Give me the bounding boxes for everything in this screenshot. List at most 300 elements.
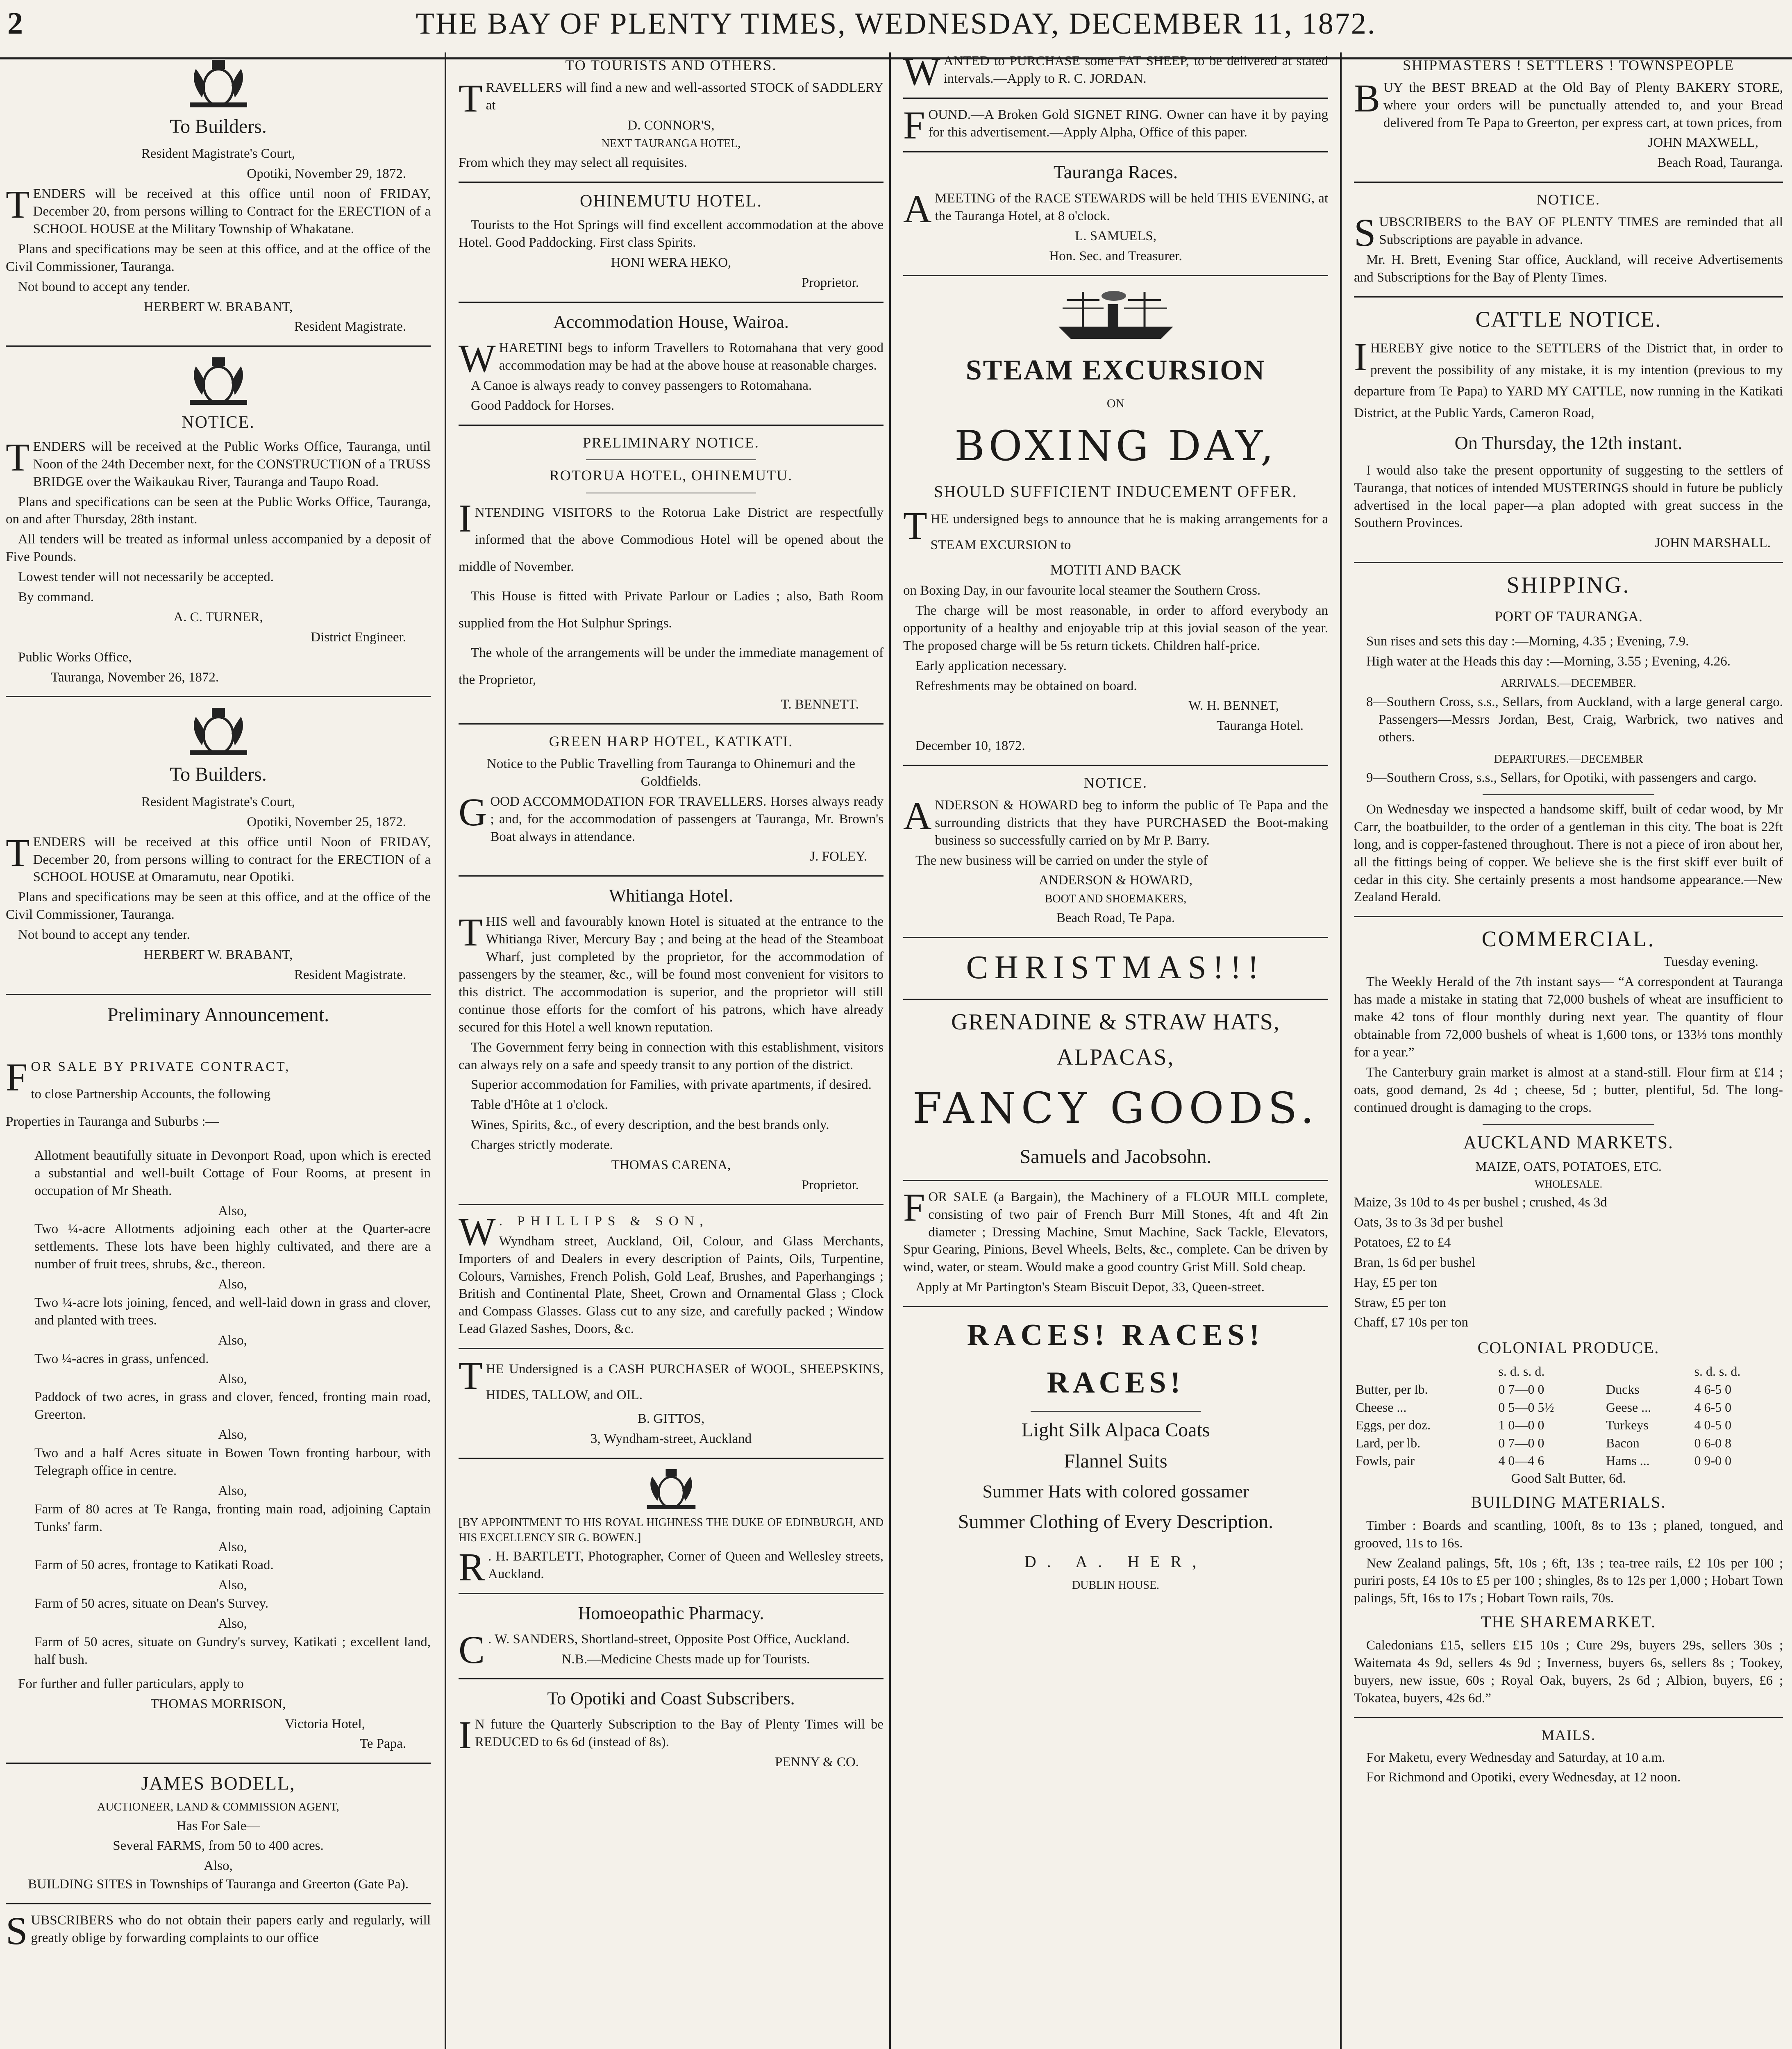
ad-body: Apply at Mr Partington's Steam Biscuit Depot, 33, Queen-street. [915,1280,1265,1295]
drop-cap: S [6,1909,28,1953]
section-subtitle: MAIZE, OATS, POTATOES, ETC. [1475,1159,1662,1174]
ad-body: ENDERS will be received at this office until noon of FRIDAY, December 20, from persons willing to Contract for the ERECTION of a SCHOOL HOUSE at the Military Township of Whakatane. [33,186,431,236]
ad-title: OHINEMUTU HOTEL. [580,191,762,211]
ad-footer: Public Works Office, [18,650,132,665]
ad-body: The charge will be most reasonable, in order to afford everybody an opportunity of a healthy and enjoyable trip at this jovial season of the year. The proposed charge will be 5s return tickets. Children half-price. [903,603,1328,653]
drop-cap: R [459,1545,485,1589]
ad-body: The Government ferry being in connection with this establishment, visitors can always rely on a safe and speedy transit to any portion of the district. [459,1040,884,1072]
column-2 [453,52,889,2049]
section-body: New Zealand palings, 5ft, 10s ; 6ft, 13s ; tea-tree rails, £2 10s per 100 ; puriri posts, £4 10s to £5 per 100 ; shingles, 8s to 12s per 1,000 ; Hobart Town palings, 5ft, 16s to 17s ; Hobart Town rails, 70s. [1354,1556,1783,1606]
ad-body: Charges strictly moderate. [471,1138,613,1153]
section-title: COLONIAL PRODUCE. [1477,1338,1660,1357]
ad-title: Whitianga Hotel. [609,886,733,906]
ad-subtitle: SHOULD SUFFICIENT INDUCEMENT OFFER. [934,482,1297,501]
market-line: Bran, 1s 6d per bushel [1354,1255,1476,1270]
divider [1354,916,1783,917]
ad-subtitle: ROTORUA HOTEL, OHINEMUTU. [549,467,793,484]
section-body: Good Salt Butter, 6d. [1511,1471,1626,1486]
ad-body: Notice to the Public Travelling from Tauranga to Ohinemuri and the Goldfields. [487,756,855,789]
divider [6,994,431,995]
also-label: Also, [218,1427,247,1442]
divider [459,723,884,725]
ad-body: on Boxing Day, in our favourite local steamer the Southern Cross. [903,583,1261,598]
divider [1354,1717,1783,1718]
section-label: Tuesday evening. [1663,954,1758,970]
ad-body: Wines, Spirits, &c., of every description, and the best brands only. [471,1118,829,1133]
divider [6,345,431,347]
ad-body: OR SALE (a Bargain), the Machinery of a FLOUR MILL complete, consisting of two pair of French Burr Mill Stones, 4ft and 4ft 2in diameter ; Dressing Machine, Smut Machine, Sack Tackle, Elevators, Spur Gearing, Pinions, Bevel Wheels, Belts, &c., complete. Can be driven by wind, water, or steam. Would make a good country Grist Mill. Sold cheap. [903,1189,1328,1275]
ad-line: D. CONNOR'S, [627,118,715,133]
ad-signature: THOMAS MORRISON, [150,1696,286,1711]
ad-body: ENDERS will be received at this office until Noon of FRIDAY, December 20, from persons willing to contract for the ERECTION of a SCHOOL HOUSE at Omaramutu, near Opotiki. [33,834,431,885]
royal-crest-icon [173,57,263,110]
ad-steam-excursion [903,284,1328,755]
list-item: Two and a half Acres situate in Bowen Town fronting harbour, with Telegraph office in centre. [34,1446,431,1478]
ad-signature: Samuels and Jacobsohn. [1020,1146,1212,1168]
ad-date: December 10, 1872. [915,738,1025,754]
ad-title: GREEN HARP HOTEL, KATIKATI. [549,733,793,750]
ad-signature: T. BENNETT. [781,697,859,712]
ad-signature: PENNY & CO. [774,1754,859,1770]
ad-signature: Victoria Hotel, [285,1716,365,1731]
ad-line: Has For Sale— [176,1818,260,1833]
also-label: Also, [218,1483,247,1498]
ad-to-builders-whakatane [6,57,431,336]
drop-cap: F [903,1185,925,1229]
ad-bartlett-photographer [459,1466,884,1589]
section-body: Timber : Boards and scantling, 100ft, 8s to 13s ; planed, tongued, and grooved, 11s to 16s. [1354,1518,1783,1551]
ad-body: UBSCRIBERS to the BAY OF PLENTY TIMES are reminded that all Subscriptions are payable in advance. [1379,215,1783,247]
ad-title: TO TOURISTS AND OTHERS. [565,57,777,73]
divider [903,151,1328,152]
ad-line: Opotiki, November 29, 1872. [247,166,406,182]
ad-body: UY the BEST BREAD at the Old Bay of Plenty BAKERY STORE, where your orders will be punctually attended to, and your Bread delivered from Te Papa to Greerton, per express cart, at town prices, from [1383,80,1783,130]
section-building-materials [1354,1492,1783,1607]
divider [6,1763,431,1764]
ad-line: [BY APPOINTMENT TO HIS ROYAL HIGHNESS THE DUKE OF EDINBURGH, AND HIS EXCELLENCY SIR G. BOWEN.] [459,1516,884,1544]
divider [459,1678,884,1679]
divider [459,875,884,877]
newspaper-title: THE BAY OF PLENTY TIMES, WEDNESDAY, DECEMBER 11, 1872. [416,7,1376,41]
drop-cap: T [6,182,30,227]
ad-title: PRELIMINARY NOTICE. [583,434,759,451]
ad-notice-truss-bridge [6,354,431,686]
ad-body: HE Undersigned is a CASH PURCHASER of WOOL, SHEEPSKINS, HIDES, TALLOW, and OIL. [486,1362,884,1402]
ad-line: Resident Magistrate's Court, [141,146,295,161]
ad-flour-mill-machinery [903,1185,1328,1296]
list-item: Allotment beautifully situate in Devonport Road, upon which is erected a substantial and well-built Cottage of Four Rooms, at present in occupation of Mr Sheath. [34,1148,431,1198]
ad-signature: Beach Road, Tauranga. [1657,155,1783,170]
ad-body: Not bound to accept any tender. [18,279,190,294]
ad-body: By command. [18,590,94,605]
drop-cap: F [6,1055,28,1099]
ad-body: All tenders will be treated as informal unless accompanied by a deposit of Five Pounds. [6,532,431,565]
ad-title: STEAM EXCURSION [965,354,1266,386]
ad-date: On Thursday, the 12th instant. [1454,432,1683,453]
divider [903,999,1328,1000]
market-line: Potatoes, £2 to £4 [1354,1235,1451,1250]
ad-line: BUILDING SITES in Townships of Tauranga and Greerton (Gate Pa). [28,1877,409,1892]
ad-signature: JOHN MAXWELL, [1648,135,1758,150]
ad-body: HARETINI begs to inform Travellers to Rotomahana that very good accommodation may be had at the above house at reasonable charges. [499,341,884,373]
drop-cap: W [459,336,496,381]
divider [903,275,1328,276]
ad-preliminary-announcement [6,1002,431,1753]
ad-signature: Proprietor. [801,275,859,291]
ad-title: NOTICE. [1084,775,1147,791]
ad-body: Good Paddock for Horses. [471,398,615,413]
ad-gittos-cash-purchaser [459,1356,884,1448]
divider [459,1204,884,1205]
market-line: Straw, £5 per ton [1354,1295,1447,1310]
ad-title: JAMES BODELL, [141,1773,295,1794]
market-line: Chaff, £7 10s per ton [1354,1315,1468,1330]
ad-anderson-howard [903,773,1328,927]
royal-crest-icon [630,1466,712,1511]
ad-heading: OR SALE BY PRIVATE CONTRACT, [31,1059,291,1074]
column-4 [1348,52,1789,2049]
column-3 [897,52,1334,2049]
ad-body: OUND.—A Broken Gold SIGNET RING. Owner can have it by paying for this advertisement.—Apply Alpha, Office of this paper. [928,107,1328,140]
ad-signature: D. A. HER, [1024,1552,1207,1571]
ad-signature: HERBERT W. BRABANT, [143,947,293,962]
ad-tauranga-races [903,160,1328,265]
divider [1354,296,1783,298]
ad-james-bodell [6,1771,431,1893]
divider [1354,562,1783,563]
ad-signature: Te Papa. [359,1736,406,1751]
also-label: Also, [218,1203,247,1218]
ad-body: RAVELLERS will find a new and well-assorted STOCK of SADDLERY at [486,80,884,113]
drop-cap: T [459,76,483,120]
page-number: 2 [7,6,23,41]
royal-crest-icon [173,354,263,407]
ad-title: RACES! [1047,1366,1185,1400]
divider [903,765,1328,766]
ad-maxwell-bakery [1354,56,1783,172]
ad-title: Tauranga Races. [1053,161,1178,182]
column-1 [0,52,436,2049]
drop-cap: T [459,910,483,954]
ad-body: . W. SANDERS, Shortland-street, Opposite Post Office, Auckland. [488,1631,850,1647]
list-item: Two ¼-acre Allotments adjoining each other at the Quarter-acre settlements. These lots have been highly cultivated, and there are a number of fruit trees, shrubs, &c., thereon. [34,1222,431,1272]
ad-body: For further and fuller particulars, apply to [18,1676,244,1691]
ad-to-builders-omaramutu [6,704,431,984]
ad-signature: B. GITTOS, [637,1411,705,1427]
ad-christmas [903,946,1328,1170]
also-label: Also, [218,1539,247,1554]
property-list [6,1147,431,1669]
divider [6,1903,431,1904]
ad-line: Resident Magistrate's Court, [141,794,295,809]
section-body: On Wednesday we inspected a handsome skiff, built of cedar wood, by Mr Carr, the boatbuilder, to the order of a gentleman in this city. The boat is 22ft long, and is copper-fastened throughout. There is not a piece of iron about her, all the fittings being of copper. We believe she is the first skiff ever built of cedar in this city. She certainly presents a most handsome appearance.—New Zealand Herald. [1354,802,1783,905]
also-label: Also, [204,1858,233,1874]
drop-cap: W [459,1209,496,1254]
ad-title: To Builders. [170,763,267,786]
table-row: Butter, per lb. 0 7—0 0 Ducks 4 6-5 0 [1356,1381,1732,1397]
drop-cap: W [903,52,940,93]
section-title: AUCKLAND MARKETS. [1463,1132,1674,1152]
section-label: WHOLESALE. [1534,1178,1603,1190]
column-rule-1 [445,52,446,2049]
section-shipping [1354,570,1783,906]
list-item: Farm of 50 acres, frontage to Katikati Road. [34,1558,274,1573]
table-row: Cheese ... 0 5—0 5½ Geese ... 4 6-5 0 [1356,1399,1732,1415]
drop-cap: A [903,793,932,838]
ad-body: MEETING of the RACE STEWARDS will be held THIS EVENING, at the Tauranga Hotel, at 8 o'clock. [935,191,1328,224]
drop-cap: T [459,1354,483,1398]
ad-title: CHRISTMAS!!! [966,949,1265,986]
section-title: BUILDING MATERIALS. [1471,1492,1666,1511]
market-line: Hay, £5 per ton [1354,1275,1438,1290]
ad-body: OOD ACCOMMODATION FOR TRAVELLERS. Horses always ready ; and, for the accommodation of passengers at Tauranga, Mr. Brown's Boat always in attendance. [490,794,884,844]
divider [903,1306,1328,1307]
ad-signature: 3, Wyndham-street, Auckland [590,1431,752,1447]
divider [903,937,1328,938]
also-label: Also, [218,1616,247,1631]
ad-green-harp-hotel [459,732,884,865]
drop-cap: T [6,435,30,479]
ad-title: To Builders. [170,116,267,137]
list-item: Farm of 50 acres, situate on Gundry's survey, Katikati ; excellent land, half bush. [34,1634,431,1667]
market-line: Oats, 3s to 3s 3d per bushel [1354,1215,1503,1230]
drop-cap: I [459,1713,472,1757]
divider [586,459,756,460]
ad-line: Flannel Suits [1064,1450,1167,1472]
column-rule-2 [889,52,891,2049]
ad-line: Light Silk Alpaca Coats [1021,1419,1210,1441]
ad-tourists-saddlery [459,56,884,172]
list-item: Two ¼-acres in grass, unfenced. [34,1351,209,1366]
ad-body: The whole of the arrangements will be under the immediate management of the Proprietor, [459,645,884,688]
ad-signature: Hon. Sec. and Treasurer. [1049,249,1182,264]
divider [459,1348,884,1349]
ad-body: Plans and specifications may be seen at this office, and at the office of the Civil Commissioner, Tauranga. [6,890,431,922]
divider [1483,1124,1654,1125]
ad-line: ON [1106,396,1125,410]
section-mails [1354,1726,1783,1787]
ad-body: N.B.—Medicine Chests made up for Tourists. [561,1651,810,1667]
section-title: THE SHAREMARKET. [1481,1613,1656,1631]
section-body: Sun rises and sets this day :—Morning, 4.35 ; Evening, 7.9. [1366,634,1689,649]
ad-body: N future the Quarterly Subscription to the Bay of Plenty Times will be REDUCED to 6s 6d (instead of 8s). [475,1717,884,1749]
ad-signature: L. SAMUELS, [1075,229,1156,244]
drop-cap: C [459,1627,485,1672]
divider [459,1593,884,1594]
section-label: DEPARTURES.—DECEMBER [1494,752,1643,766]
ad-headline: FANCY GOODS. [912,1083,1319,1134]
ad-body: I would also take the present opportunity of suggesting to the settlers of Tauranga, that notices of intended MUSTERINGS should in future be publicly advertised in the local paper—a plan adopted with great success in the Southern Provinces. [1354,463,1783,531]
drop-cap: I [459,496,472,541]
table-row: s. d. s. d. s. d. s. d. [1498,1364,1741,1379]
ad-line: Summer Hats with colored gossamer [982,1481,1249,1502]
section-title: MAILS. [1541,1726,1596,1743]
ad-body: . H. BARTLETT, Photographer, Corner of Queen and Wellesley streets, Auckland. [488,1549,884,1581]
list-item: Farm of 80 acres at Te Ranga, fronting main road, adjoining Captain Tunks' farm. [34,1502,431,1534]
ad-body: Properties in Tauranga and Suburbs :— [6,1114,219,1129]
section-title: COMMERCIAL. [1481,927,1656,952]
ad-phillips-and-son [459,1209,884,1338]
ad-body: This House is fitted with Private Parlour or Ladies ; also, Bath Room supplied from the Hot Sulphur Springs. [459,589,884,631]
ad-subscribers-notice [6,1909,431,1953]
produce-table [1354,1363,1783,1470]
ad-signature: THOMAS CARENA, [611,1158,731,1173]
ad-subscribers-advance-notice [1354,190,1783,286]
section-body: For Maketu, every Wednesday and Saturday, at 10 a.m. [1366,1750,1665,1765]
section-sharemarket [1354,1611,1783,1707]
drop-cap: B [1354,76,1381,120]
ad-line: ALPACAS, [1056,1045,1175,1070]
ad-body: Plans and specifications can be seen at the Public Works Office, Tauranga, on and after Thursday, 28th instant. [6,494,431,527]
section-label: ARRIVALS.—DECEMBER. [1501,677,1636,690]
section-body: 9—Southern Cross, s.s., Sellars, for Opotiki, with passengers and cargo. [1366,770,1757,786]
ad-signature: Resident Magistrate. [294,319,406,334]
ad-signature: J. FOLEY. [810,849,867,864]
masthead [0,0,1792,49]
section-colonial-produce [1354,1337,1783,1487]
ad-body: Superior accommodation for Families, with private apartments, if desired. [471,1077,872,1093]
ad-cattle-notice [1354,305,1783,552]
ad-title: RACES! RACES! [967,1318,1265,1352]
drop-cap: F [903,103,925,147]
section-body: 8—Southern Cross, s.s., Sellars, from Auckland, with a large general cargo. Passengers—Messrs Jordan, Best, Craig, Warbrick, two natives and others. [1366,695,1783,745]
also-label: Also, [218,1578,247,1593]
ad-body: Table d'Hôte at 1 o'clock. [471,1097,608,1113]
section-commercial [1354,925,1783,1116]
ad-body: NTENDING VISITORS to the Rotorua Lake District are respectfully informed that the above Commodious Hotel will be opened about the middle of November. [459,505,884,575]
drop-cap: T [6,830,30,875]
ad-body: HE undersigned begs to announce that he is making arrangements for a STEAM EXCURSION to [930,511,1328,552]
divider [459,1458,884,1459]
ad-ohinemutu-hotel [459,190,884,292]
ad-line: Opotiki, November 25, 1872. [247,814,406,829]
ad-body: Mr. H. Brett, Evening Star office, Auckland, will receive Advertisements and Subscriptions for the Bay of Plenty Times. [1354,252,1783,285]
ad-races [903,1315,1328,1593]
ad-wanted-fat-sheep [903,52,1328,93]
ad-signature: HONI WERA HEKO, [611,255,731,270]
ad-signature: BOOT AND SHOEMAKERS, [1045,893,1187,906]
list-item: Farm of 50 acres, situate on Dean's Survey. [34,1596,269,1611]
section-body: High water at the Heads this day :—Morning, 3.55 ; Evening, 4.26. [1366,654,1731,669]
divider [6,696,431,697]
ad-heading: . PHILLIPS & SON, [499,1213,709,1229]
divider [1354,182,1783,183]
divider [1483,794,1654,795]
ad-accommodation-wairoa [459,310,884,415]
table-row: Lard, per lb. 0 7—0 0 Bacon 0 6-0 8 [1356,1435,1732,1450]
also-label: Also, [218,1277,247,1292]
table-row: Eggs, per doz. 1 0—0 0 Turkeys 4 0-5 0 [1356,1417,1732,1433]
market-line: Maize, 3s 10d to 4s per bushel ; crushed, 4s 3d [1354,1195,1607,1210]
ad-body: Refreshments may be obtained on board. [915,678,1137,693]
ad-signature: HERBERT W. BRABANT, [143,299,293,314]
ad-footer: Tauranga, November 26, 1872. [51,670,219,685]
ad-title: Accommodation House, Wairoa. [553,311,789,332]
divider [903,1180,1328,1181]
ad-body: Lowest tender will not necessarily be accepted. [18,570,274,585]
steamship-icon [1050,284,1181,345]
ad-body: UBSCRIBERS who do not obtain their papers early and regularly, will greatly oblige by forwarding complaints to our office [31,1913,431,1945]
ad-signature: ANDERSON & HOWARD, [1039,873,1192,888]
ad-title: To Opotiki and Coast Subscribers. [547,1688,795,1708]
ad-body: NDERSON & HOWARD beg to inform the public of Te Papa and the surrounding districts that they have PURCHASED the Boot-making business so successfully carried on by Mr P. Barry. [935,797,1328,848]
ad-body: Tourists to the Hot Springs will find excellent accommodation at the above Hotel. Good Paddocking. First class Spirits. [459,218,884,250]
ad-signature: Tauranga Hotel. [1216,718,1304,734]
list-item: Two ¼-acre lots joining, fenced, and well-laid down in grass and clover, and planted with trees. [34,1295,431,1328]
divider [459,302,884,303]
also-label: Also, [218,1333,247,1348]
list-item: Paddock of two acres, in grass and clover, fenced, fronting main road, Greerton. [34,1390,431,1422]
section-auckland-markets [1354,1131,1783,1332]
ad-homoeopathic-pharmacy [459,1601,884,1672]
ad-signature: District Engineer. [311,629,406,645]
section-subtitle: PORT OF TAURANGA. [1494,608,1642,625]
ad-signature: A. C. TURNER, [173,609,263,625]
ad-body: HIS well and favourably known Hotel is situated at the entrance to the Whitianga River, Mercury Bay ; and being at the head of the Steamboat Wharf, just completed by the proprietor, for the accommodation of passengers by the steamer, &c., will be found most convenient for visitors to this district. The accommodation is superior, and the proprietor will still continue those efforts for the comfort of his patrons, which have already secured for this Hotel a well known reputation. [459,914,884,1035]
ad-title: CATTLE NOTICE. [1475,307,1662,332]
ad-rotorua-hotel [459,433,884,713]
ad-body: to close Partnership Accounts, the following [31,1087,271,1102]
ad-body: HEREBY give notice to the SETTLERS of the District that, in order to prevent the possibility of any mistake, it is my intention (previous to my departure from Te Papa) to YARD MY CATTLE, now running in the Katikati District, at the Public Yards, Cameron Road, [1354,341,1783,421]
drop-cap: T [903,503,927,547]
ad-body: Not bound to accept any tender. [18,927,190,943]
ad-signature: Resident Magistrate. [294,967,406,982]
ad-signature: Proprietor. [801,1177,859,1193]
ad-body: Early application necessary. [915,658,1067,673]
ad-line: Summer Clothing of Every Description. [958,1511,1274,1533]
column-rule-3 [1340,52,1342,2049]
ad-line: AUCTIONEER, LAND & COMMISSION AGENT, [97,1801,339,1814]
divider [459,425,884,426]
divider [1031,1411,1201,1412]
section-body: Caledonians £15, sellers £15 10s ; Cure 29s, buyers 29s, sellers 30s ; Waitemata 4s 9d, sellers 4s 9d ; Inverness, buyers 6s, sellers 8s ; Tookey, buyers, new issue, 60s ; Royal Oak, buyers, 2s 6d ; Albion, buyers, £6 ; Tokatea, buyers, 42s 6d.” [1354,1638,1783,1706]
ad-body: Plans and specifications may be seen at this office, and at the office of the Civil Commissioner, Tauranga. [6,241,431,274]
ad-signature: W. H. BENNET, [1188,698,1279,713]
section-body: The Weekly Herald of the 7th instant says— “A correspondent at Tauranga has made a mistake in stating that 72,000 bushels of wheat are insufficient to make 42 tons of flour monthly during next year. The quantity of flour obtainable from 72,000 bushels of wheat is 1,600 tons, or 133⅓ tons monthly for a year.” [1354,975,1783,1060]
ad-opotiki-subscribers [459,1687,884,1771]
royal-crest-icon [173,704,263,758]
ad-title: NOTICE. [1537,191,1600,208]
drop-cap: I [1354,334,1367,379]
ad-found-signet-ring [903,103,1328,147]
ad-title: SHIPMASTERS ! SETTLERS ! TOWNSPEOPLE [1403,57,1734,73]
ad-line: MOTITI AND BACK [1050,561,1181,578]
divider [903,98,1328,99]
ad-signature: DUBLIN HOUSE. [1072,1579,1160,1592]
ad-title: Preliminary Announcement. [107,1004,329,1026]
ad-title: Homoeopathic Pharmacy. [578,1603,764,1623]
drop-cap: S [1354,211,1376,255]
ad-body: Wyndham street, Auckland, Oil, Colour, and Glass Merchants, Importers of and Dealers in every description of Paints, Oils, Turpentine, Colours, Varnishes, French Polish, Gold Leaf, Brushes, and Paperhangings ; British and Continental Plate, Sheet, Crown and Ornamental Glass ; Clock and Compass Glasses. Glass cut to any size, and carefully packed ; Window Lead Glazed Sashes, Doors, &c. [459,1233,884,1337]
ad-signature: Beach Road, Te Papa. [1056,910,1175,925]
ad-headline: BOXING DAY, [954,422,1277,470]
table-row: Fowls, pair 4 0—4 6 Hams ... 0 9-0 0 [1356,1453,1732,1468]
ad-line: NEXT TAURANGA HOTEL, [601,137,741,150]
ad-body: From which they may select all requisites. [459,155,688,170]
ad-signature: JOHN MARSHALL. [1655,536,1771,551]
section-body: For Richmond and Opotiki, every Wednesday, at 12 noon. [1366,1770,1681,1785]
ad-body: ENDERS will be received at the Public Works Office, Tauranga, until Noon of the 24th December next, for the CONSTRUCTION of a TRUSS BRIDGE over the Waikaukau River, Tauranga and Taupo Road. [33,439,431,489]
section-body: The Canterbury grain market is almost at a stand-still. Flour firm at £14 ; oats, good demand, 2s 4d ; cheese, 5d ; butter, plentiful, 5d. The long-continued drought is damaging to the crops. [1354,1065,1783,1115]
ad-body: The new business will be carried on under the style of [915,853,1208,868]
divider [459,182,884,183]
ad-body: A Canoe is always ready to convey passengers to Rotomahana. [471,378,812,393]
section-title: SHIPPING. [1506,572,1631,598]
drop-cap: A [903,187,932,231]
ad-body: ANTED to PURCHASE some FAT SHEEP, to be delivered at stated intervals.—Apply to R. C. JORDAN. [943,54,1328,86]
also-label: Also, [218,1371,247,1386]
ad-line: Several FARMS, from 50 to 400 acres. [113,1838,324,1854]
